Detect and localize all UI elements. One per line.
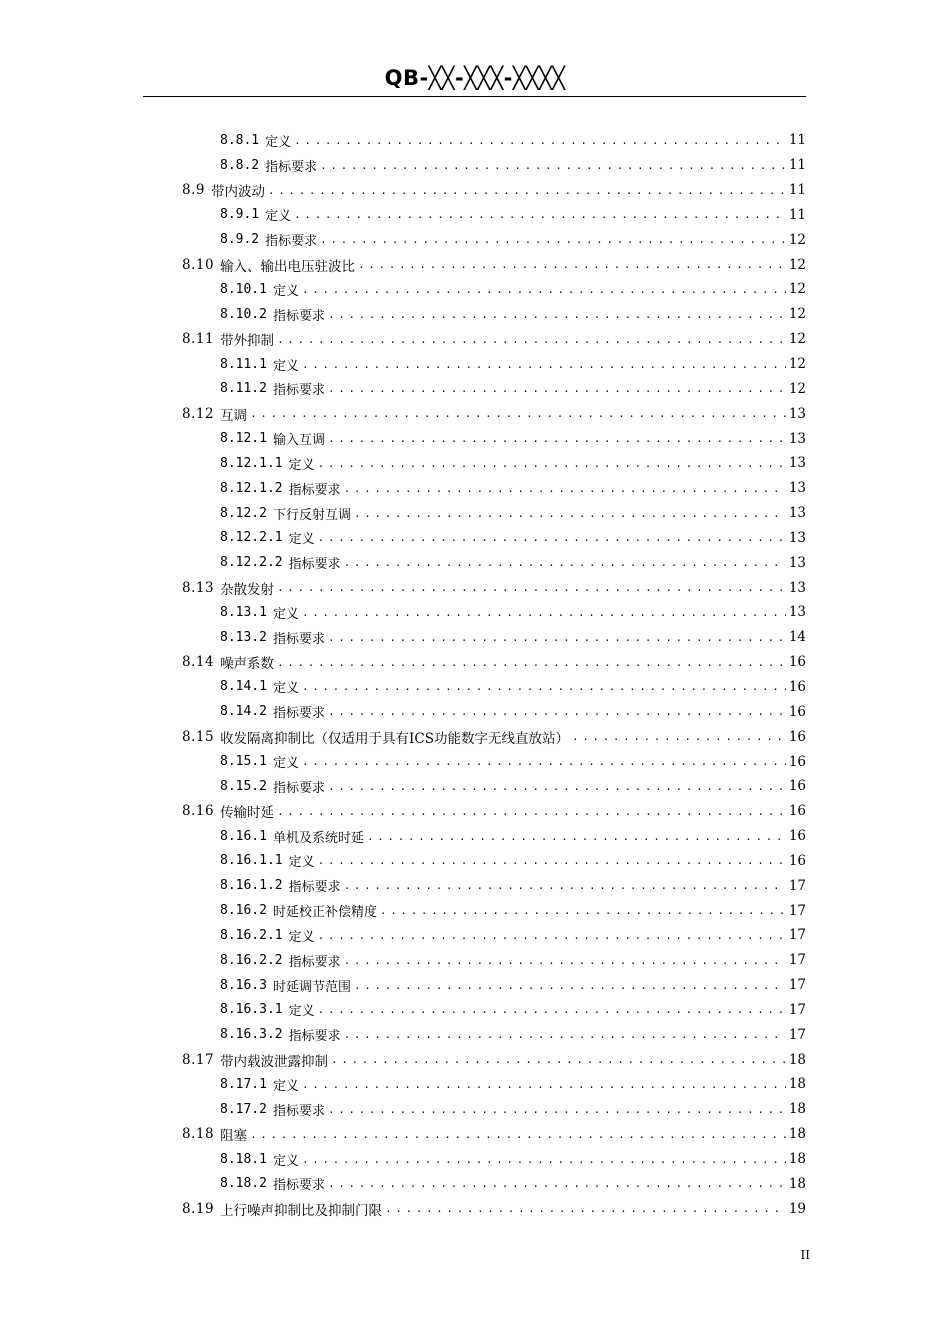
toc-entry-title: 带内波动 xyxy=(210,184,265,201)
toc-entry[interactable] xyxy=(182,973,806,998)
toc-entry-page: 13 xyxy=(788,455,806,472)
toc-entry-number: 8.12.2 xyxy=(220,505,267,521)
toc-entry-page: 16 xyxy=(788,778,806,795)
toc-entry-number: 8.12.2.2 xyxy=(220,555,283,571)
toc-dot-leader xyxy=(344,1028,786,1041)
toc-dot-leader xyxy=(294,208,786,221)
toc-entry-number: 8.17.1 xyxy=(220,1076,267,1092)
toc-entry-page: 17 xyxy=(788,1001,806,1018)
toc-entry-page: 11 xyxy=(788,132,806,149)
toc-dot-leader xyxy=(328,1103,786,1116)
toc-entry-number: 8.16.1.2 xyxy=(220,878,283,894)
toc-entry[interactable] xyxy=(182,203,806,228)
toc-entry-title: 定义 xyxy=(288,855,315,871)
toc-entry-number: 8.18 xyxy=(182,1126,215,1143)
toc-entry[interactable] xyxy=(182,501,806,526)
toc-entry-page: 13 xyxy=(788,480,806,497)
toc-entry[interactable] xyxy=(182,426,806,451)
toc-dot-leader xyxy=(328,705,786,718)
toc-entry[interactable] xyxy=(182,724,806,749)
toc-entry-number: 8.9.1 xyxy=(220,207,260,223)
toc-dot-leader xyxy=(344,556,786,569)
toc-dot-leader xyxy=(302,1153,786,1166)
toc-entry-number: 8.12 xyxy=(182,405,215,422)
toc-entry[interactable] xyxy=(182,873,806,898)
toc-dot-leader xyxy=(320,159,786,172)
toc-entry-number: 8.16 xyxy=(182,803,215,820)
toc-entry-title: 定义 xyxy=(288,457,315,473)
toc-entry-page: 16 xyxy=(788,803,806,820)
toc-entry-title: 定义 xyxy=(272,283,299,299)
header-rule xyxy=(143,96,806,97)
toc-entry-page: 13 xyxy=(788,604,806,621)
toc-dot-leader xyxy=(344,954,786,967)
toc-entry-title: 时延调节范围 xyxy=(272,979,351,995)
toc-dot-leader xyxy=(318,457,786,470)
toc-entry[interactable] xyxy=(182,1047,806,1072)
toc-entry-number: 8.12.1.1 xyxy=(220,455,283,471)
toc-entry-number: 8.19 xyxy=(182,1200,215,1217)
toc-entry[interactable] xyxy=(182,178,806,203)
toc-entry[interactable] xyxy=(182,476,806,501)
toc-entry-title: 输入互调 xyxy=(272,433,325,449)
toc-entry[interactable] xyxy=(182,575,806,600)
toc-entry-page: 16 xyxy=(788,728,806,745)
toc-dot-leader xyxy=(302,358,786,371)
toc-entry-page: 12 xyxy=(788,380,806,397)
toc-entry[interactable] xyxy=(182,799,806,824)
toc-entry-page: 16 xyxy=(788,852,806,869)
toc-entry[interactable] xyxy=(182,352,806,377)
toc-entry[interactable] xyxy=(182,998,806,1023)
toc-entry[interactable] xyxy=(182,302,806,327)
toc-entry[interactable] xyxy=(182,1171,806,1196)
toc-entry-number: 8.16.1 xyxy=(220,828,267,844)
toc-entry-number: 8.11.2 xyxy=(220,381,267,397)
toc-entry[interactable] xyxy=(182,1072,806,1097)
toc-entry-number: 8.17.2 xyxy=(220,1101,267,1117)
toc-dot-leader xyxy=(328,780,786,793)
toc-entry-page: 17 xyxy=(788,1026,806,1043)
toc-entry-title: 定义 xyxy=(288,1004,315,1020)
toc-entry[interactable] xyxy=(182,1122,806,1147)
toc-entry-page: 12 xyxy=(788,356,806,373)
toc-entry[interactable] xyxy=(182,128,806,153)
toc-dot-leader xyxy=(354,507,786,520)
toc-entry-page: 12 xyxy=(788,281,806,298)
toc-dot-leader xyxy=(331,1053,786,1066)
toc-entry-page: 18 xyxy=(788,1175,806,1192)
toc-entry-title: 杂散发射 xyxy=(220,581,275,598)
toc-entry-title: 带外抑制 xyxy=(220,333,275,350)
toc-entry-title: 指标要求 xyxy=(272,1103,325,1119)
toc-entry-title: 指标要求 xyxy=(272,706,325,722)
toc-entry-title: 定义 xyxy=(288,929,315,945)
toc-entry-page: 13 xyxy=(788,405,806,422)
toc-entry-title: 阻塞 xyxy=(220,1128,248,1145)
toc-entry-number: 8.13.1 xyxy=(220,604,267,620)
toc-entry-page: 13 xyxy=(788,505,806,522)
toc-dot-leader xyxy=(268,184,786,197)
toc-entry-number: 8.11 xyxy=(182,331,215,348)
toc-dot-leader xyxy=(572,730,786,743)
toc-entry-page: 17 xyxy=(788,877,806,894)
toc-entry-title: 指标要求 xyxy=(272,308,325,324)
toc-entry-page: 12 xyxy=(788,306,806,323)
toc-entry-title: 指标要求 xyxy=(288,482,341,498)
toc-dot-leader xyxy=(277,333,786,346)
toc-dot-leader xyxy=(318,929,786,942)
toc-entry-page: 13 xyxy=(788,430,806,447)
toc-entry[interactable] xyxy=(182,277,806,302)
toc-entry-title: 传输时延 xyxy=(220,805,275,822)
toc-entry-title: 收发隔离抑制比（仅适用于具有ICS功能数字无线直放站） xyxy=(220,730,569,747)
toc-entry-page: 17 xyxy=(788,902,806,919)
toc-entry-number: 8.16.3 xyxy=(220,977,267,993)
toc-entry-number: 8.12.1.2 xyxy=(220,480,283,496)
toc-entry-title: 定义 xyxy=(272,358,299,374)
toc-entry-title: 互调 xyxy=(220,407,248,424)
page-number: II xyxy=(800,1248,810,1262)
toc-entry-number: 8.16.1.1 xyxy=(220,853,283,869)
toc-dot-leader xyxy=(302,606,786,619)
toc-entry-number: 8.16.2.1 xyxy=(220,927,283,943)
toc-entry-number: 8.10.1 xyxy=(220,281,267,297)
toc-entry-title: 指标要求 xyxy=(272,631,325,647)
document-code-header: QB-╳╳-╳╳╳-╳╳╳╳ xyxy=(384,66,566,90)
toc-entry-page: 11 xyxy=(788,206,806,223)
table-of-contents xyxy=(182,128,806,1221)
toc-entry-number: 8.14.1 xyxy=(220,679,267,695)
toc-entry-title: 指标要求 xyxy=(288,954,341,970)
toc-entry-page: 16 xyxy=(788,828,806,845)
toc-entry-number: 8.15 xyxy=(182,728,215,745)
toc-entry-title: 指标要求 xyxy=(288,557,341,573)
toc-dot-leader xyxy=(344,482,786,495)
toc-entry-title: 指标要求 xyxy=(265,159,318,175)
toc-entry-number: 8.10.2 xyxy=(220,306,267,322)
toc-entry-page: 12 xyxy=(788,231,806,248)
toc-entry[interactable] xyxy=(182,1147,806,1172)
toc-dot-leader xyxy=(277,805,786,818)
toc-entry-number: 8.17 xyxy=(182,1051,215,1068)
toc-dot-leader xyxy=(318,854,786,867)
toc-entry[interactable] xyxy=(182,227,806,252)
toc-entry-title: 定义 xyxy=(272,1153,299,1169)
toc-entry[interactable] xyxy=(182,923,806,948)
toc-entry-number: 8.13.2 xyxy=(220,629,267,645)
toc-entry-title: 定义 xyxy=(272,681,299,697)
toc-entry-title: 指标要求 xyxy=(288,1029,341,1045)
toc-entry[interactable] xyxy=(182,774,806,799)
toc-entry-number: 8.16.3.2 xyxy=(220,1027,283,1043)
toc-dot-leader xyxy=(328,432,786,445)
toc-entry[interactable] xyxy=(182,327,806,352)
toc-dot-leader xyxy=(328,308,786,321)
toc-entry-title: 带内载波泄露抑制 xyxy=(220,1053,329,1070)
toc-dot-leader xyxy=(354,979,786,992)
toc-dot-leader xyxy=(302,755,786,768)
toc-entry-number: 8.9.2 xyxy=(220,232,260,248)
toc-entry[interactable] xyxy=(182,526,806,551)
toc-entry[interactable] xyxy=(182,1196,806,1221)
toc-entry[interactable] xyxy=(182,1097,806,1122)
toc-entry-title: 指标要求 xyxy=(288,880,341,896)
toc-dot-leader xyxy=(318,1003,786,1016)
toc-dot-leader xyxy=(344,879,786,892)
toc-dot-leader xyxy=(320,233,786,246)
toc-entry-page: 14 xyxy=(788,629,806,646)
toc-dot-leader xyxy=(367,830,786,843)
toc-entry-title: 指标要求 xyxy=(272,1178,325,1194)
toc-entry-title: 定义 xyxy=(272,1078,299,1094)
toc-entry-title: 单机及系统时延 xyxy=(272,830,364,846)
toc-entry[interactable] xyxy=(182,153,806,178)
toc-entry-title: 定义 xyxy=(272,606,299,622)
toc-dot-leader xyxy=(328,1177,786,1190)
toc-dot-leader xyxy=(328,631,786,644)
toc-entry[interactable] xyxy=(182,650,806,675)
toc-entry-page: 19 xyxy=(788,1200,806,1217)
toc-entry-title: 指标要求 xyxy=(272,383,325,399)
toc-entry-number: 8.12.1 xyxy=(220,431,267,447)
toc-entry-page: 17 xyxy=(788,952,806,969)
toc-entry[interactable] xyxy=(182,848,806,873)
toc-dot-leader xyxy=(358,258,786,271)
toc-entry-title: 噪声系数 xyxy=(220,656,275,673)
toc-entry-page: 13 xyxy=(788,579,806,596)
toc-entry-title: 定义 xyxy=(272,756,299,772)
toc-entry-number: 8.18.1 xyxy=(220,1151,267,1167)
toc-dot-leader xyxy=(302,1078,786,1091)
toc-entry-title: 下行反射互调 xyxy=(272,507,351,523)
toc-entry-title: 时延校正补偿精度 xyxy=(272,905,377,921)
toc-dot-leader xyxy=(250,1128,786,1141)
toc-entry-page: 18 xyxy=(788,1076,806,1093)
toc-dot-leader xyxy=(250,407,786,420)
toc-entry[interactable] xyxy=(182,600,806,625)
toc-entry-number: 8.10 xyxy=(182,256,215,273)
toc-entry-number: 8.11.1 xyxy=(220,356,267,372)
toc-dot-leader xyxy=(380,904,786,917)
toc-dot-leader xyxy=(294,134,786,147)
toc-dot-leader xyxy=(277,581,786,594)
toc-entry[interactable] xyxy=(182,252,806,277)
toc-entry-title: 指标要求 xyxy=(265,234,318,250)
toc-entry-number: 8.18.2 xyxy=(220,1176,267,1192)
toc-entry-number: 8.9 xyxy=(182,182,205,199)
toc-entry-title: 定义 xyxy=(265,134,292,150)
toc-entry-number: 8.14 xyxy=(182,654,215,671)
toc-entry[interactable] xyxy=(182,550,806,575)
toc-entry-number: 8.13 xyxy=(182,579,215,596)
toc-entry[interactable] xyxy=(182,749,806,774)
toc-dot-leader xyxy=(328,382,786,395)
toc-dot-leader xyxy=(302,680,786,693)
toc-entry-number: 8.8.1 xyxy=(220,132,260,148)
toc-entry-page: 16 xyxy=(788,703,806,720)
toc-entry-page: 11 xyxy=(788,182,806,199)
toc-entry-number: 8.16.2 xyxy=(220,903,267,919)
toc-entry[interactable] xyxy=(182,948,806,973)
toc-entry-page: 17 xyxy=(788,927,806,944)
toc-entry-page: 17 xyxy=(788,977,806,994)
toc-entry[interactable] xyxy=(182,699,806,724)
toc-entry-title: 输入、输出电压驻波比 xyxy=(220,258,356,275)
toc-entry-number: 8.8.2 xyxy=(220,157,260,173)
toc-entry-page: 13 xyxy=(788,529,806,546)
toc-entry-page: 13 xyxy=(788,554,806,571)
toc-entry-number: 8.14.2 xyxy=(220,704,267,720)
toc-entry-number: 8.15.1 xyxy=(220,754,267,770)
toc-entry[interactable] xyxy=(182,401,806,426)
toc-entry[interactable] xyxy=(182,898,806,923)
toc-entry-title: 指标要求 xyxy=(272,780,325,796)
toc-entry-page: 18 xyxy=(788,1051,806,1068)
toc-entry-page: 16 xyxy=(788,678,806,695)
toc-entry-number: 8.12.2.1 xyxy=(220,530,283,546)
toc-dot-leader xyxy=(302,283,786,296)
toc-entry-page: 11 xyxy=(788,157,806,174)
toc-entry-page: 16 xyxy=(788,753,806,770)
toc-dot-leader xyxy=(318,531,786,544)
toc-entry-number: 8.16.3.1 xyxy=(220,1002,283,1018)
toc-entry-page: 18 xyxy=(788,1101,806,1118)
toc-entry-page: 12 xyxy=(788,331,806,348)
toc-dot-leader xyxy=(277,656,786,669)
toc-entry-page: 18 xyxy=(788,1151,806,1168)
toc-entry-number: 8.15.2 xyxy=(220,778,267,794)
toc-entry[interactable] xyxy=(182,451,806,476)
toc-entry-title: 上行噪声抑制比及抑制门限 xyxy=(220,1202,383,1219)
toc-entry-title: 定义 xyxy=(265,209,292,225)
toc-entry-page: 16 xyxy=(788,654,806,671)
toc-dot-leader xyxy=(385,1202,786,1215)
toc-entry[interactable] xyxy=(182,376,806,401)
toc-entry[interactable] xyxy=(182,625,806,650)
toc-entry-page: 18 xyxy=(788,1126,806,1143)
toc-entry[interactable] xyxy=(182,1022,806,1047)
toc-entry-number: 8.16.2.2 xyxy=(220,952,283,968)
toc-entry-page: 12 xyxy=(788,256,806,273)
toc-entry-title: 定义 xyxy=(288,532,315,548)
toc-entry[interactable] xyxy=(182,824,806,849)
toc-entry[interactable] xyxy=(182,675,806,700)
